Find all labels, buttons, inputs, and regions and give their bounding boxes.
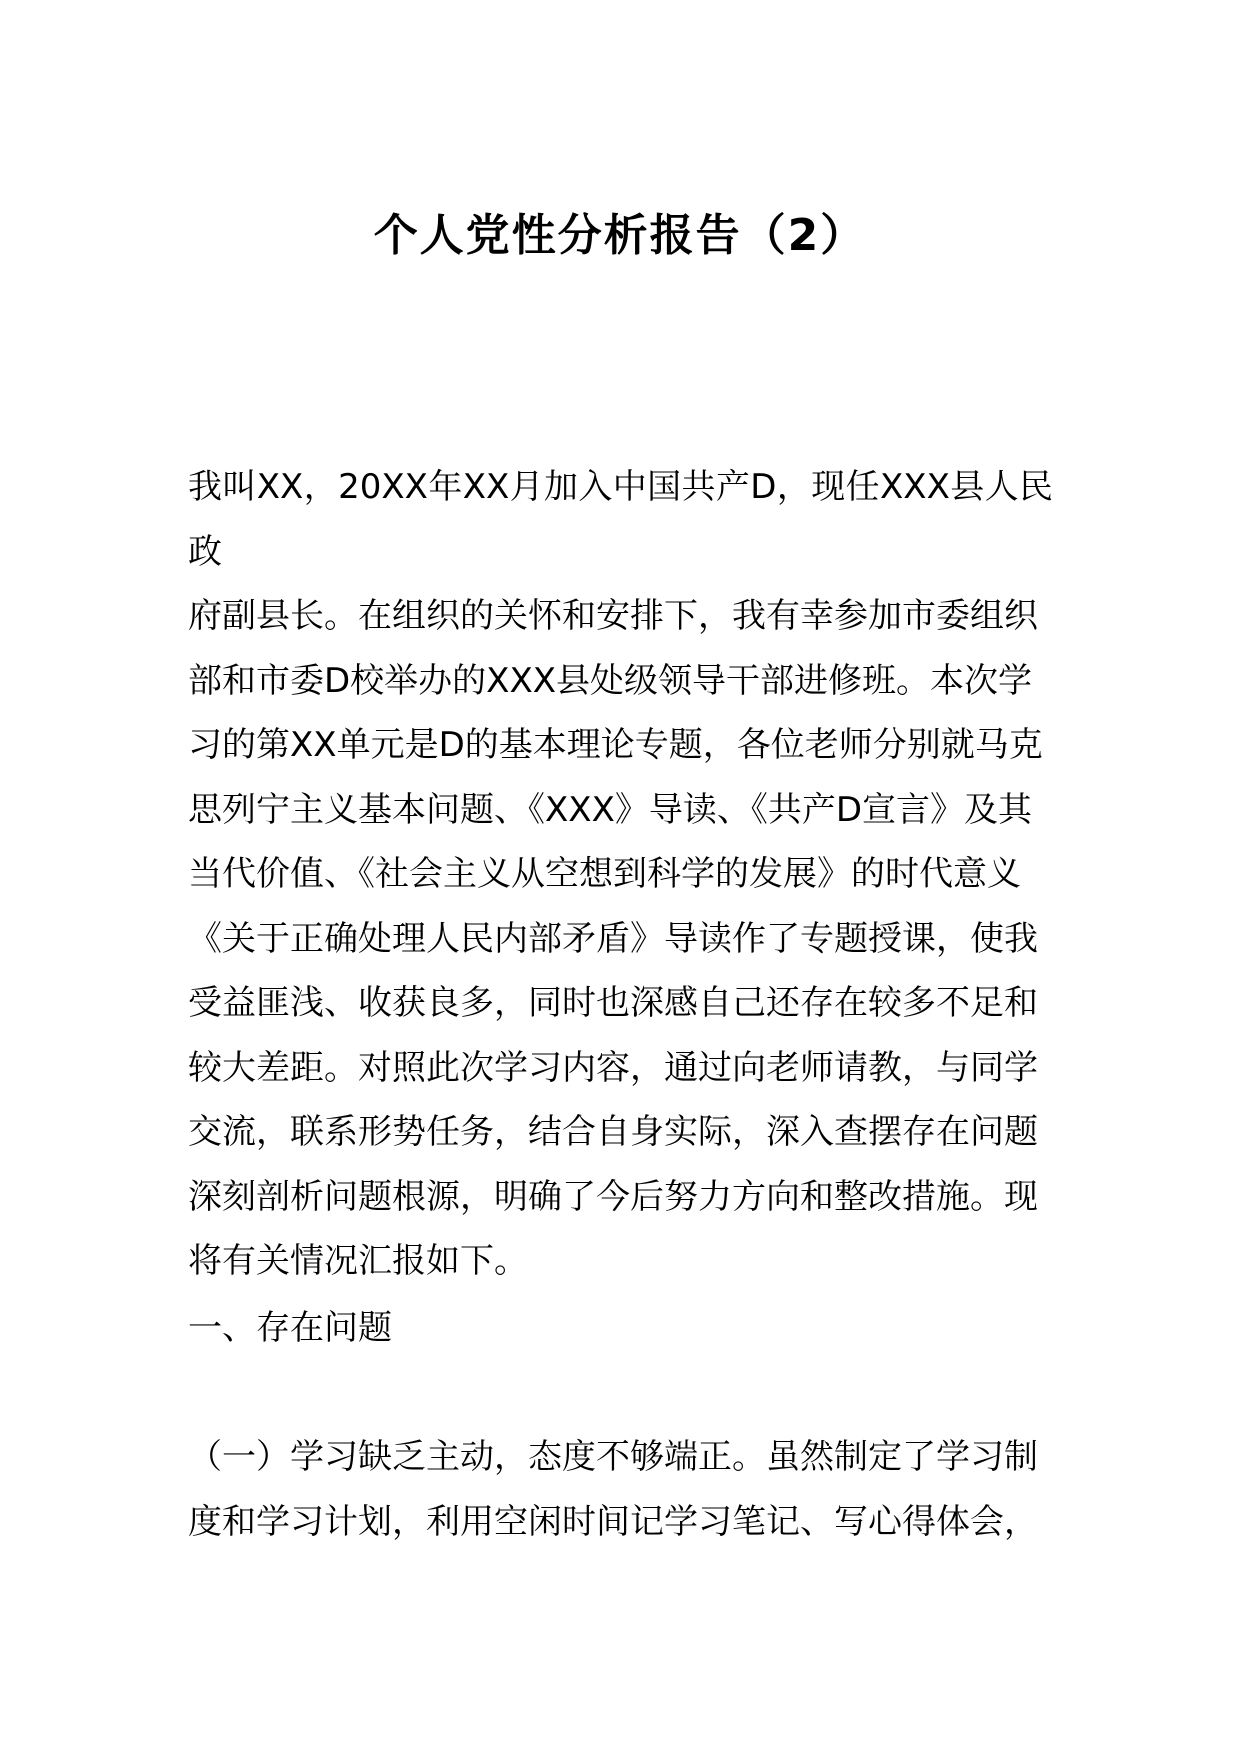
document-title: 个人党性分析报告（2） bbox=[373, 210, 867, 261]
subsection-paragraph: （一）学习缺乏主动，态度不够端正。虽然制定了学习制 度和学习计划，利用空闲时间记学习笔记、写心得体会， bbox=[188, 1437, 1038, 1542]
section-heading: 一、存在问题 bbox=[188, 1308, 392, 1348]
intro-paragraph: 我叫XX，20XX年XX月加入中国共产D，现任XXX县人民政 府副县长。在组织的关怀和安排下，我有幸参加市委组织 部和市委D校举办的XXX县处级领导干部进修班。本次学 习的第XX单元是D的基本理论专题，各位老师分别就马克 思列宁主义基本问题、《XXX》导读、《共产D宣言》及其 当代价值、《社会主义从空想到科学的发展》的时代意义 《关于正确处理人民内部矛盾》导读作了专题授课，使我 受益匪浅、收获良多，同时也深感自己还存在较多不足和 较大差距。对照此次学习内容，通过向老师请教，与同学 交流，联系形势任务，结合自身实际，深入查摆存在问题 深刻剖析问题根源，明确了今后努力方向和整改措施。现 将有关情况汇报如下。 bbox=[188, 467, 1053, 1281]
